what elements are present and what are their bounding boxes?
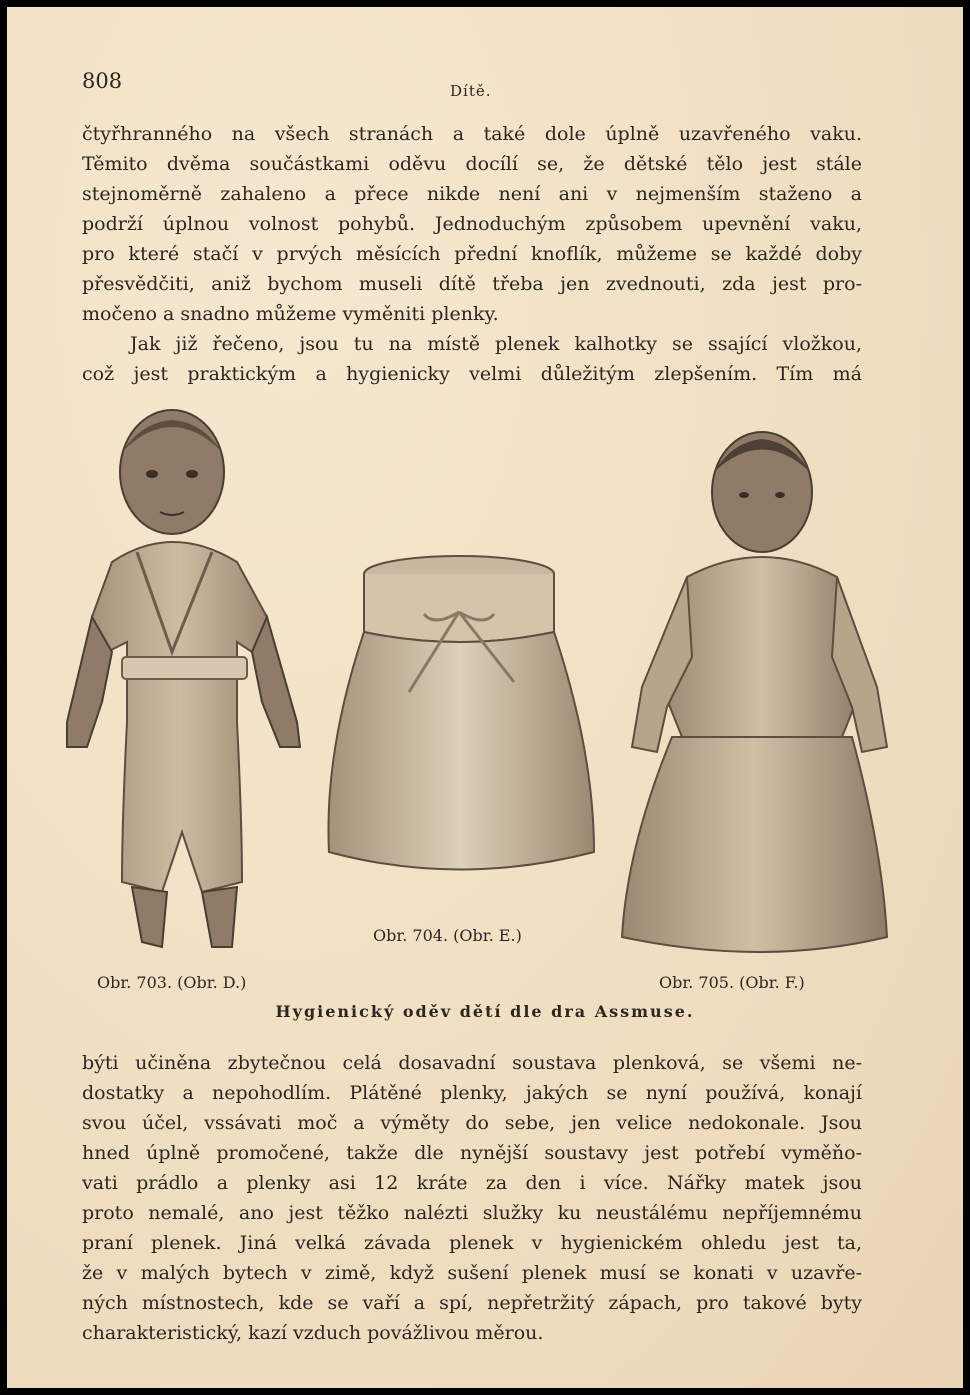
book-page	[7, 7, 963, 1388]
text-line: svou účel, vssávati moč a výměty do sebe, jen velice nedokonale. Jsou	[82, 1112, 862, 1134]
page-number: 808	[82, 69, 123, 93]
figure-704-diaper-pants	[314, 552, 604, 882]
figures-main-caption: Hygienický oděv dětí dle dra Assmuse.	[275, 1002, 695, 1021]
text-line: stejnoměrně zahaleno a přece nikde není ani v nejmenším staženo a	[82, 183, 862, 205]
text-line: dostatky a nepohodlím. Plátěné plenky, jakých se nyní používá, konají	[82, 1082, 862, 1104]
text-line: podrží úplnou volnost pohybů. Jednoduchým způsobem upevnění vaku,	[82, 213, 862, 235]
figure-705-caption: Obr. 705. (Obr. F.)	[659, 973, 805, 992]
text-line: což jest praktickým a hygienicky velmi důležitým zlepšením. Tím má	[82, 363, 862, 385]
text-line: hned úplně promočené, takže dle nynější soustavy jest potřebí vyměňo-	[82, 1142, 862, 1164]
running-head: Dítě.	[450, 82, 492, 100]
text-line: Těmito dvěma součástkami oděvu docílí se, že dětské tělo jest stále	[82, 153, 862, 175]
figure-704-caption: Obr. 704. (Obr. E.)	[373, 926, 522, 945]
text-line: býti učiněna zbytečnou celá dosavadní soustava plenková, se všemi ne-	[82, 1052, 862, 1074]
text-line: Jak již řečeno, jsou tu na místě plenek kalhotky se ssající vložkou,	[130, 333, 862, 355]
text-line: proto nemalé, ano jest těžko nalézti služky ku neustálému nepříjemnému	[82, 1202, 862, 1224]
text-line: vati prádlo a plenky asi 12 kráte za den i více. Nářky matek jsou	[82, 1172, 862, 1194]
text-line: ných místnostech, kde se vaří a spí, nepřetržitý zápach, pro takové byty	[82, 1292, 862, 1314]
text-line: že v malých bytech v zimě, když sušení plenek musí se konati v uzavře-	[82, 1262, 862, 1284]
text-line: praní plenek. Jiná velká závada plenek v hygienickém ohledu jest ta,	[82, 1232, 862, 1254]
text-line: přesvědčiti, aniž bychom museli dítě třeba jen zvednouti, zda jest pro-	[82, 273, 862, 295]
figure-703-caption: Obr. 703. (Obr. D.)	[97, 973, 247, 992]
text-line: močeno a snadno můžeme vyměniti plenky.	[82, 303, 499, 325]
figure-703-child-romper	[52, 402, 307, 967]
top-paragraph	[82, 119, 862, 389]
text-line: pro které stačí v prvých měsících přední knoflík, můžeme se každé doby	[82, 243, 862, 265]
figure-705-child-sack	[612, 427, 897, 962]
bottom-paragraph	[82, 1048, 862, 1348]
text-line: charakteristický, kazí vzduch povážlivou měrou.	[82, 1322, 544, 1344]
text-line: čtyřhranného na všech stranách a také dole úplně uzavřeného vaku.	[82, 123, 862, 145]
